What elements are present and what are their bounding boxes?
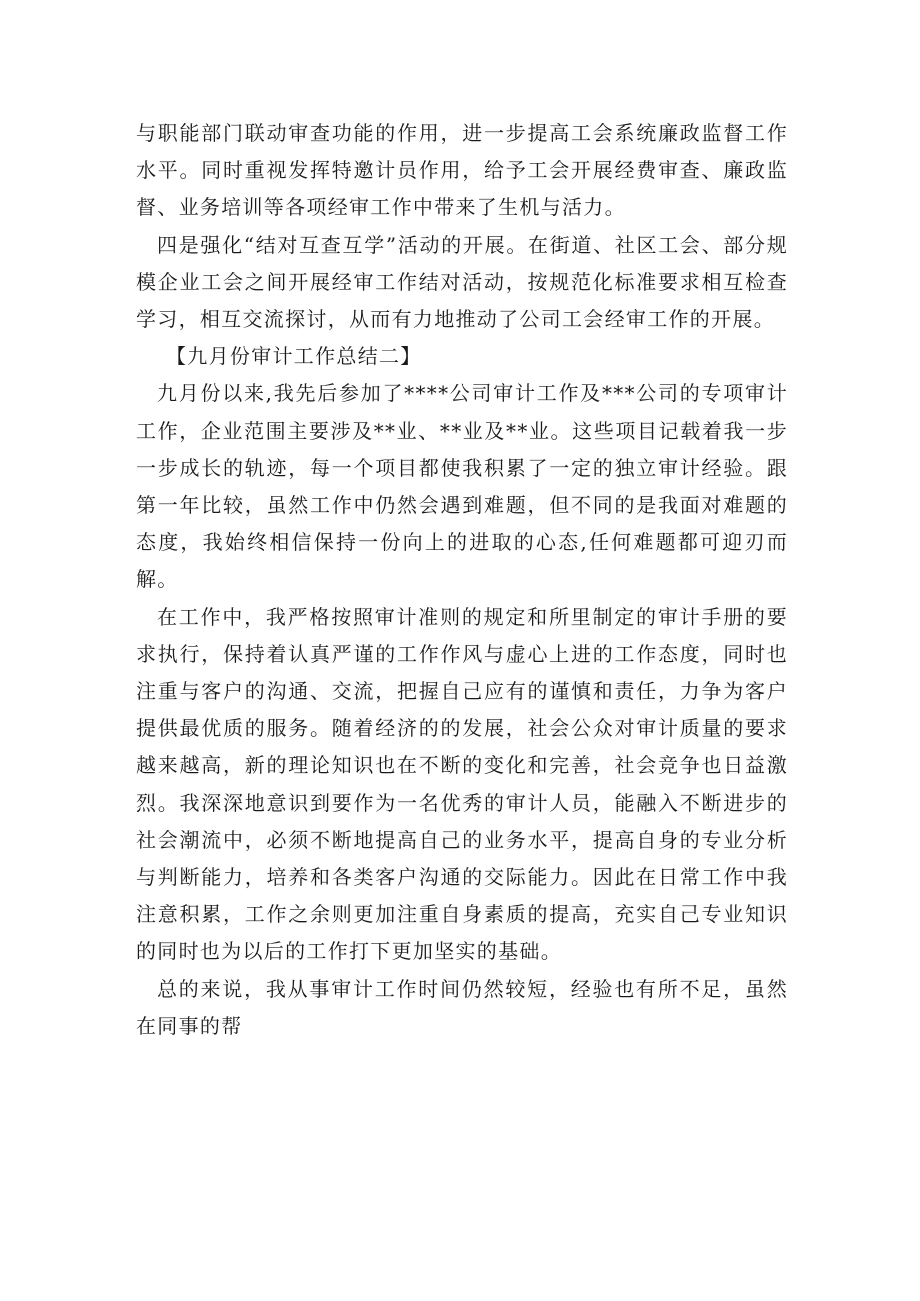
paragraph-pairing-activity: 四是强化“结对互查互学”活动的开展。在街道、社区工会、部分规模企业工会之间开展经审工作结对活动，按规范化标准要求相互检查学习，相互交流探讨，从而有力地推动了公司工会经审工作的开展。 <box>136 232 788 332</box>
paragraph-work-attitude: 在工作中，我严格按照审计准则的规定和所里制定的审计手册的要求执行，保持着认真严谨的工作作风与虚心上进的工作态度，同时也注重与客户的沟通、交流，把握自己应有的谨慎和责任，力争为客户提供最优质的服务。随着经济的的发展，社会公众对审计质量的要求越来越高，新的理论知识也在不断的变化和完善，社会竞争也日益激烈。我深深地意识到要作为一名优秀的审计人员，能融入不断进步的社会潮流中，必须不断地提高自己的业务水平，提高自身的专业分析与判断能力，培养和各类客户沟通的交际能力。因此在日常工作中我注意积累，工作之余则更加注重自身素质的提高，充实自己专业知识的同时也为以后的工作打下更加坚实的基础。 <box>136 604 788 964</box>
paragraph-summary: 总的来说，我从事审计工作时间仍然较短，经验也有所不足，虽然在同事的帮 <box>136 976 788 1038</box>
paragraph-continuation: 与职能部门联动审查功能的作用，进一步提高工会系统廉政监督工作水平。同时重视发挥特邀计员作用，给予工会开展经费审查、廉政监督、业务培训等各项经审工作中带来了生机与活力。 <box>136 121 788 220</box>
document-body <box>136 115 788 1045</box>
paragraph-september-audit: 九月份以来,我先后参加了****公司审计工作及***公司的专项审计工作，企业范围主要涉及**业、**业及**业。这些项目记载着我一步一步成长的轨迹，每一个项目都使我积累了一定的独立审计经验。跟第一年比较，虽然工作中仍然会遇到难题，但不同的是我面对难题的态度，我始终相信保持一份向上的进取的心态,任何难题都可迎刃而解。 <box>136 381 788 592</box>
section-heading: 【九月份审计工作总结二】 <box>166 344 422 369</box>
